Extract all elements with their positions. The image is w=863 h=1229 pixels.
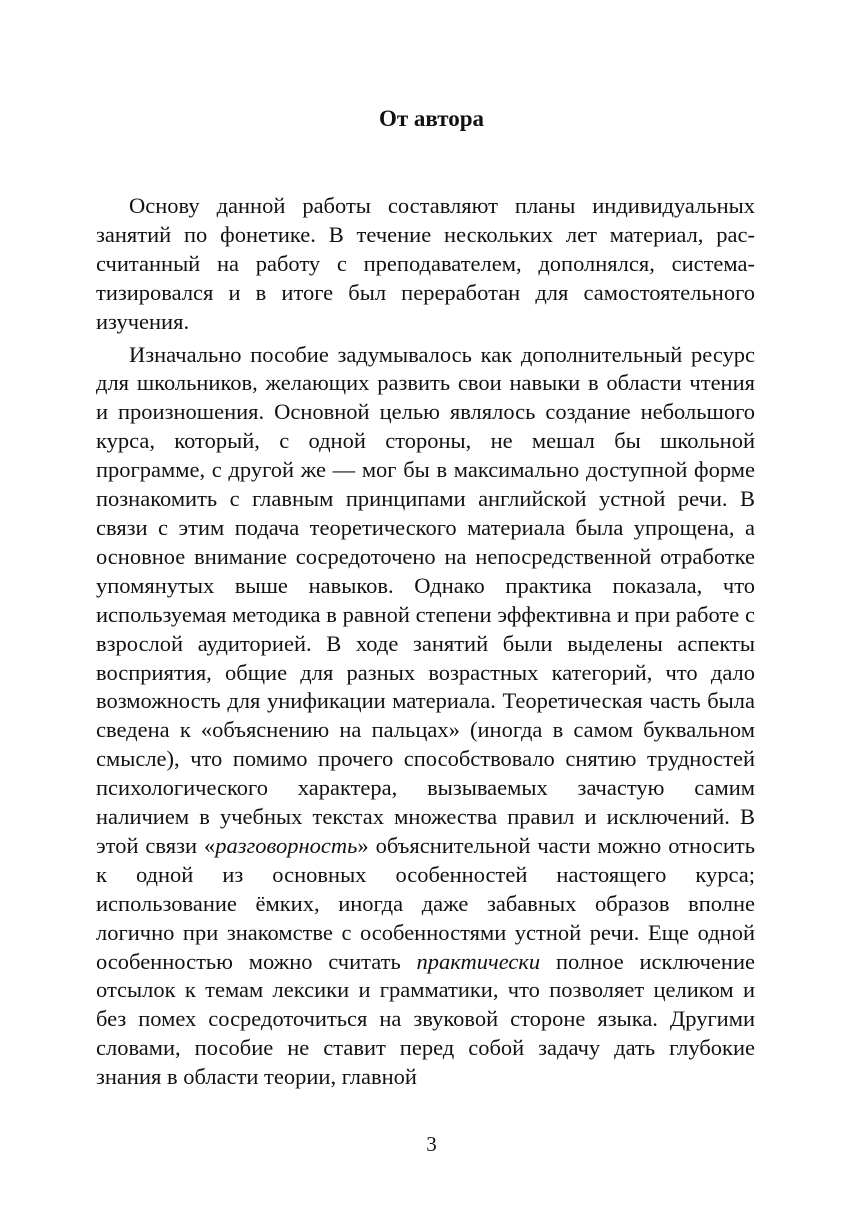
paragraph-1: Основу данной работы составляют планы индивидуальных занятий по фонетике. В течение нескольких лет материал, рассчитанный на работу с преподавателем, дополнялся, систематизировался и в итоге был переработан для самостоятельного изучения. bbox=[96, 193, 755, 334]
paragraph-2-text-2: » объяснительной части можно относить к одной из основных особенностей настоящего курса; использование ёмких, иногда даже забавных образов вполне логично при знакомстве с особенностями устной речи. Еще одной особенностью можно считать bbox=[96, 832, 755, 974]
paragraph-2 bbox=[96, 341, 755, 1093]
paragraph-2-text-1: Изначально пособие задумывалось как дополнительный ресурс для школьников, желающих развить свои навыки в области чтения и произношения. Основной целью являлось создание небольшого курса, который, с одной стороны, не мешал бы школьной программе, с другой же — мог бы в максимально доступной форме познакомить с главным принципами английской устной речи. В связи с этим подача теоретического материала была упрощена, а основное внимание сосредоточено на непосредственной отработке упомянутых выше навыков. Однако практика показала, что используемая методика в равной степени эффективна и при работе с взрослой аудиторией. В ходе занятий были выделены аспекты восприятия, общие для разных возрастных категорий, что дало возможность для унификации материала. Теоретическая часть была сведена к «объяснению на пальцах» (иногда в самом буквальном смысле), что помимо прочего способствовало снятию трудностей психологического характера, вызываемых зачастую самим наличием в учебных текстах множества правил и исключений. В этой связи « bbox=[96, 341, 755, 858]
paragraph-2-text-3: полное исключение отсылок к темам лексики и грамматики, что позволяет целиком и без помех сосредоточиться на звуковой стороне языка. Другими словами, пособие не ставит перед собой задачу дать глубокие знания в области теории, главной bbox=[96, 948, 755, 1090]
italic-term-prakticheski: практически bbox=[416, 948, 541, 974]
italic-term-razgovornost: разговорность bbox=[215, 832, 358, 858]
body-text bbox=[96, 192, 755, 1096]
section-heading: От автора bbox=[378, 106, 485, 131]
page-number: 3 bbox=[426, 1132, 437, 1156]
